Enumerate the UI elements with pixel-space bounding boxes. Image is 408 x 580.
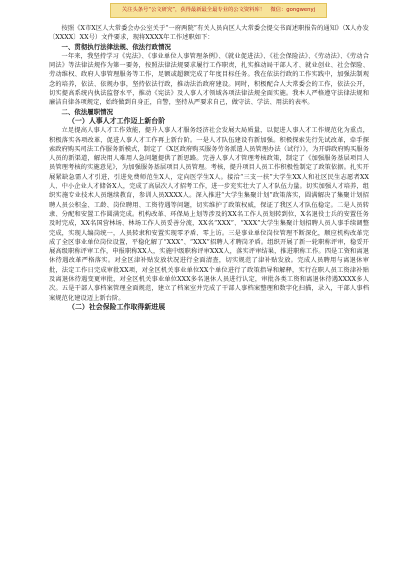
paragraph: 按照《X市X区人大常委会办公室关于“一府两院”有关人员向区人大常委会提交书面述职报告的通知》（X人办发〔XXXX〕XX号）文件要求，现将XXXX年工作述职如下： — [49, 25, 369, 42]
document-body — [49, 24, 369, 312]
subsection-heading: （二）社会保险工作取得新进展 — [68, 302, 166, 311]
section-heading: 二、依法履职情况 — [61, 107, 114, 116]
paragraph: 立足提高人事人才工作效能，提升人事人才服务经济社会发展大局质量，以促进人事人才工作规范化为重点，积极落实各项改革，促进人事人才工作再上新台阶。一是人才队伍建设有新加强。积极探索先行先试改革，牵手探索政府购买司法工作服务新模式，制定了《X区政府购买服务劳务派遣人员管理办法（试行）》，为开辟政府购买服务人员的新渠道，解决用人难用人急问题提供了新思路。完善人事人才管理考核政策，制定了《加强服务基层项目人员管理考核的实施意见》，为加强服务基层项目人员管理。考核，提升项目人员工作积极性制定了政策依据。扎实开展紧缺急需人才引进，引进免费师范生X人，定向医学生X人。接洽“三支一扶”大学生XX人和社区民生志愿者XX人、中小企业人才储备X人，完成了高层次人才招考工作，进一步充实壮大了人才队伍力量。切实加强人才培养，组织实施专业技术人员继续教育，参训人员XXXX人。深入推进“大学生集聚计划”政策落实，圆满解决了集聚计划招聘人员公积金、工龄、岗位聘用、工资待遇等问题，切实维护了政策权威，保证了我区人才队伍稳定。二是人员转隶、分配和安置工作圆满完成。机构改革、环保局上划等涉及的XX名工作人员划转到位，X名退役士兵的安置任务及时完成，XX名国营林场、林场工作人员妥善分流，XX名“XXX”、“XXX”大学生集聚计划招聘人员人事手续调整完成，实现人编岗统一，人员转隶和安置实现零矛盾、零上访。三是事业单位岗位管理不断深化，顺应机构改革完成了全区事业单位岗位设置，平稳化解了“XXX”、“XXX”招聘人才聘岗矛盾。组织开展了新一轮职称评审，稳妥开展高级职称评审工作，申报职称XX人，实施中级职称评审XXX人，落实评审结果，推进职称工作。四是工资和离退休待遇改革严格落实。对全区津补贴发放状况进行全面清查，切实规范了津补贴发放。完成人员聘用与离退休审批，法定工作日完成审批XX项，对全区机关事业单位XX个单位进行了政策指导和解释，实行在职人员工资津补贴及离退休待遇变更审批，对全区机关事业单位XXX多名退休人员进行认定，审批各类工资和离退休待遇XXXX多人次。五是干部人事档案管理全面规范，建立了档案室并完成了干部人事档案整理和数字化扫描，录入，干部人事档案规范化建设迈上新台阶。 — [49, 127, 369, 302]
promo-banner[interactable]: 关注头条号“公文研究”，获得最新最全最专业的公文资料库！ 微信：gongwenyj — [110, 3, 327, 18]
paragraph: 一年来，我坚持学习《宪法》、《事业单位人事管理条例》、《就业促进法》、《社会保险法》、《劳动法》、《劳动合同法》等法律法规作为第一要务，按照法律法规要求履行工作职责，扎实推动局干部人才、就业创业、社会保险、劳动维权、政府人事管理服务等工作，足额或超额完成了年度目标任务。我在依法行政的工作实践中，加强法制观念的培养，依法、依规办事，坚持依法行政，推动法治政府建设。同时，积极配合人大常委会的工作，依法公开，切实提高系统内执法监督水平，推动《宪法》及人事人才领域各项法律法规全面实施。我本人严格遵守法律法规和廉洁自律各项规定，始终做到自身正，自警，坚持从严要求自己，做守法、学法、用法的表率。 — [49, 52, 369, 107]
section-heading: 一、贯彻执行法律法规、依法行政情况 — [61, 42, 171, 51]
subsection-heading: （一）人事人才工作迈上新台阶 — [68, 116, 166, 125]
